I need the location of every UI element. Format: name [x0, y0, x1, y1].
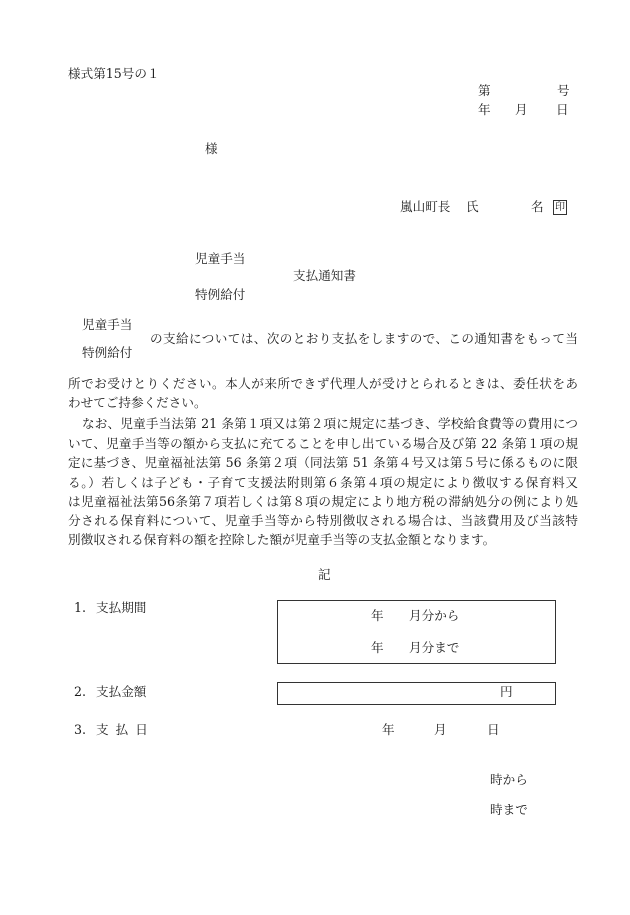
intro-option-child-allowance: 児童手当	[82, 317, 133, 332]
payment-amount-box	[277, 682, 556, 705]
period-to-month: 月分まで	[409, 640, 460, 655]
payment-amount-label: 支払金額	[96, 684, 147, 699]
doc-number-prefix: 第	[478, 83, 491, 98]
payday-year: 年	[382, 722, 395, 737]
note-line: 分される保育料について、児童手当等から特別徴収される場合は、当該費用及び当該特	[68, 513, 578, 528]
payment-day-label: 支 払 日	[96, 722, 148, 737]
item-number: 2.	[74, 684, 87, 699]
time-from: 時から	[490, 772, 528, 787]
title-option-child-allowance: 児童手当	[195, 251, 246, 266]
intro-line: 所でお受けとりください。本人が来所できず代理人が受けとられるときは、委任状をあ	[68, 376, 578, 391]
period-from-year: 年	[371, 608, 384, 623]
amount-unit-yen: 円	[500, 684, 513, 699]
period-to-year: 年	[371, 640, 384, 655]
period-from-month: 月分から	[409, 608, 460, 623]
note-line: なお、児童手当法第 21 条第１項又は第２項に規定に基づき、学校給食費等の費用につ	[82, 416, 578, 431]
recipient-honorific: 様	[205, 141, 218, 156]
ki-heading: 記	[318, 567, 331, 582]
issue-date-day: 日	[556, 102, 569, 117]
note-line: る。）若しくは子ども・子育て支援法附則第６条第４項の規定により徴収する保育料又	[68, 475, 578, 490]
item-number: 3.	[74, 722, 87, 737]
intro-option-special-benefit: 特例給付	[82, 345, 133, 360]
issuer-title: 嵐山町長	[400, 199, 451, 214]
seal-mark: 印	[555, 202, 565, 213]
note-line: 別徴収される保育料の額を控除した額が児童手当等の支払金額となります。	[68, 532, 496, 547]
doc-number-suffix: 号	[557, 83, 570, 98]
payday-month: 月	[434, 722, 447, 737]
issue-date-month: 月	[515, 102, 528, 117]
item-number: 1.	[74, 600, 87, 615]
page-title: 支払通知書	[293, 268, 356, 283]
time-to: 時まで	[490, 802, 528, 817]
form-number: 様式第15号の１	[68, 66, 160, 81]
payday-day: 日	[487, 722, 500, 737]
note-line: 定に基づき、児童福祉法第 56 条第２項（同法第 51 条第４号又は第５号に係るものに限	[68, 455, 578, 470]
issuer-name-label-2: 名	[531, 199, 544, 214]
note-line: は児童福祉法第56条第７項若しくは第８項の規定により地方税の滞納処分の例により処	[68, 494, 578, 509]
title-option-special-benefit: 特例給付	[195, 287, 246, 302]
note-line: いて、児童手当等の額から支払に充てることを申し出ている場合及び第 22 条第１項の規	[68, 436, 578, 451]
issue-date-year: 年	[478, 102, 491, 117]
intro-first-line: の支給については、次のとおり支払をしますので、この通知書をもって当	[150, 331, 578, 346]
issuer-name-label-1: 氏	[466, 199, 479, 214]
intro-line: わせてご持参ください。	[68, 395, 207, 410]
payment-period-label: 支払期間	[96, 600, 147, 615]
